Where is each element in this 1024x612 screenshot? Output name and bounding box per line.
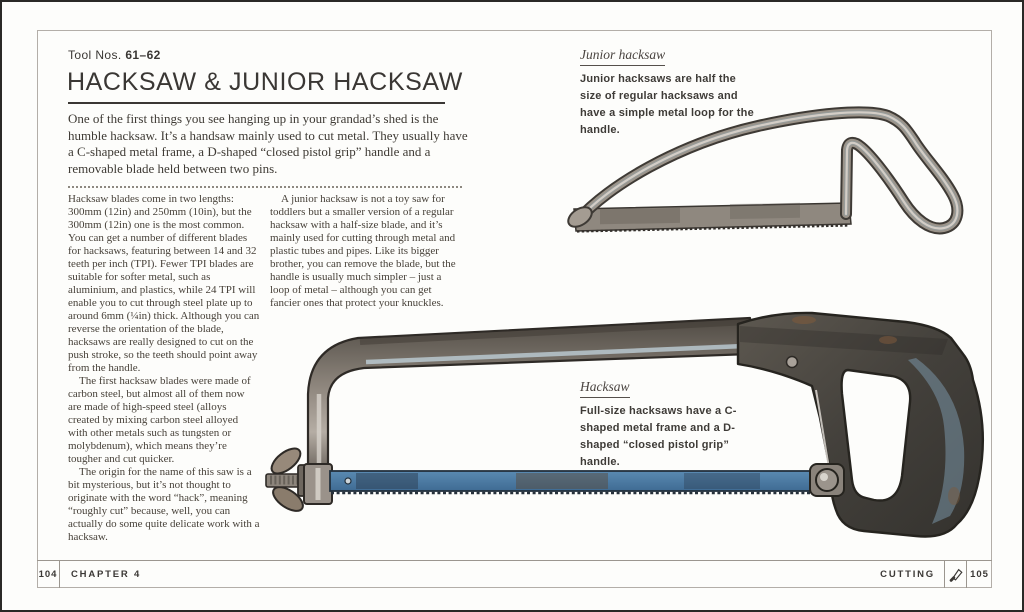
tool-numbers [68, 48, 161, 62]
hacksaw-caption [580, 378, 740, 471]
tool-numbers-value: 61–62 [125, 48, 161, 62]
cutting-tool-icon [944, 561, 967, 588]
body-column-2 [270, 193, 462, 310]
chapter-label: CHAPTER 4 [71, 569, 142, 580]
title-rule [68, 102, 445, 104]
junior-caption-label: Junior hacksaw [580, 47, 665, 66]
junior-caption-text: Junior hacksaws are half the size of regular hacksaws and have a simple metal loop for the handle. [580, 73, 754, 136]
intro-paragraph: One of the first things you see hanging up in your grandad’s shed is the humble hacksaw. It’s a handsaw mainly used to cut metal. They usually have a C-shaped metal frame, a D-shaped “closed pistol grip” handle and a removable blade held between two pins. [68, 111, 468, 176]
dotted-divider [68, 186, 462, 188]
hacksaw-caption-label: Hacksaw [580, 379, 630, 398]
body-paragraph: The first hacksaw blades were made of carbon steel, but almost all of them now are made of high-speed steel (alloys created by mixing carbon steel alloyed with other metals such as tungsten or molybdenum), which means they’re tougher and cut quicker. [68, 375, 251, 465]
page-number-left: 104 [37, 561, 60, 588]
body-paragraph: A junior hacksaw is not a toy saw for toddlers but a smaller version of a regular hacksaw with a half-size blade, and it’s mainly used for cutting through metal and plastic tubes and pipes. Like its bigger brother, you can remove the blade, but the handle is usually much simpler – just a loop of metal – although you can get fancier ones that protect your knuckles. [270, 193, 456, 309]
body-column-1 [68, 193, 260, 544]
hacksaw-caption-text: Full-size hacksaws have a C-shaped metal frame and a D-shaped “closed pistol grip” handle. [580, 405, 737, 468]
section-label: CUTTING [880, 569, 935, 580]
saw-glyph [948, 567, 964, 583]
junior-hacksaw-caption [580, 46, 758, 139]
page-number-right: 105 [970, 569, 989, 580]
tool-numbers-label: Tool Nos. [68, 48, 122, 62]
page-footer [37, 560, 992, 588]
body-paragraph: The origin for the name of this saw is a bit mysterious, but it’s not thought to originate with the word “hack”, meaning “roughly cut” because, well, you can actually do some quite delicate work with a hacksaw. [68, 466, 260, 543]
body-paragraph: Hacksaw blades come in two lengths: 300mm (12in) and 250mm (10in), but the 300mm (12in) one is the most common. You can get a number of different blades for hacksaws, featuring between 14 and 32 teeth per inch (TPI). Fewer TPI blades are suitable for softer metal, such as aluminium, and plastics, while 24 TPI will enable you to cut through steel plate up to around 6mm (¼in) thick. Although you can reverse the orientation of the blade, hacksaws are really designed to cut on the push stroke, so the teeth should point away from the handle. [68, 193, 260, 374]
page-title: HACKSAW & JUNIOR HACKSAW [67, 68, 463, 96]
